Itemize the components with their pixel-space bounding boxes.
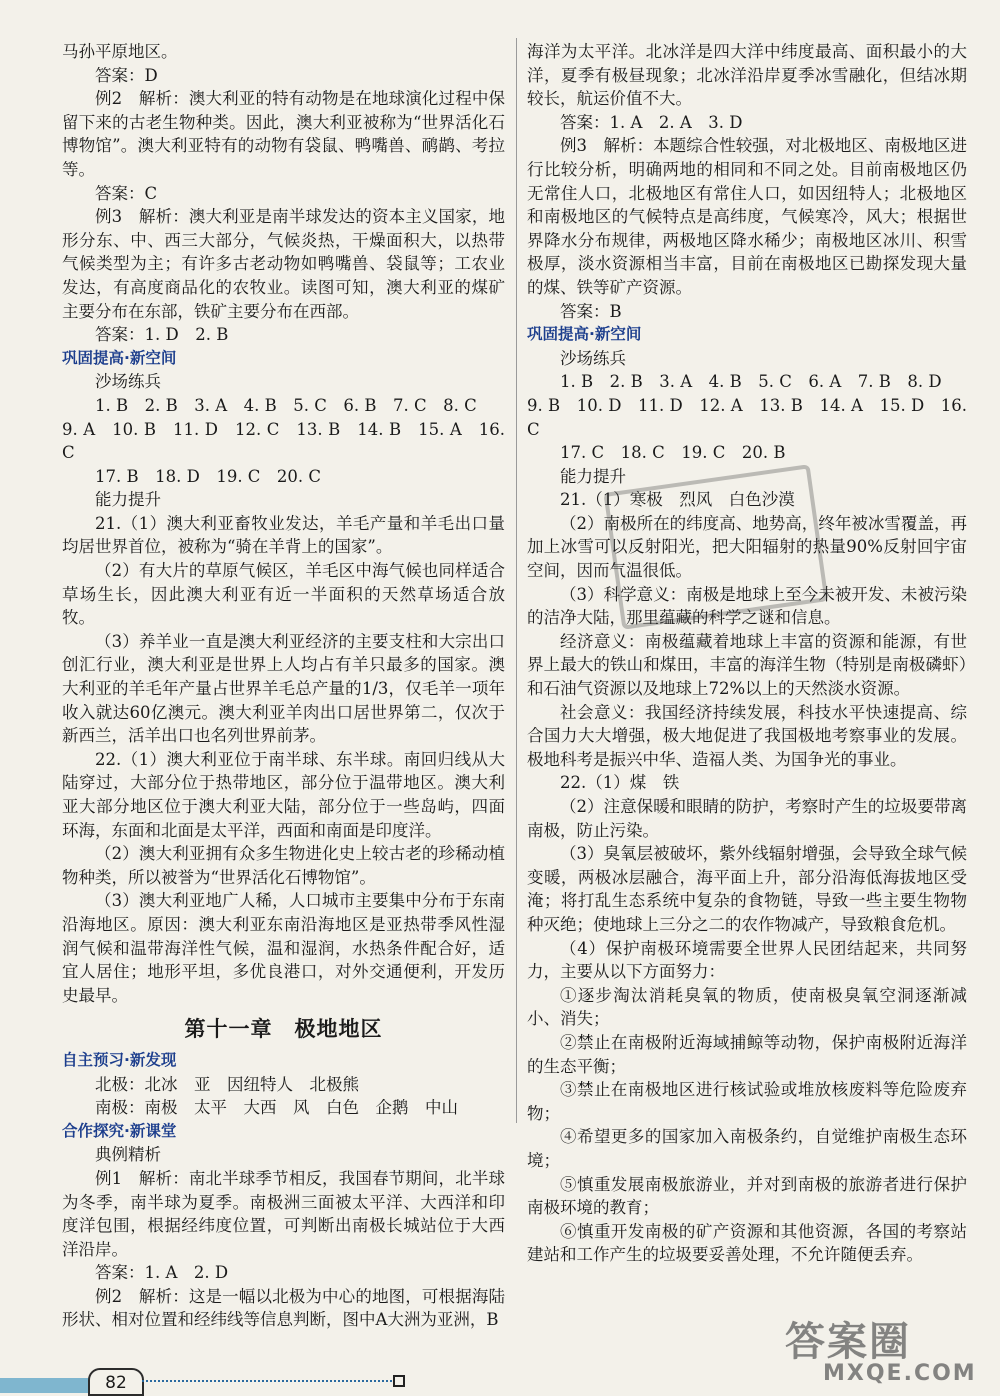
answer-row: 1. B 2. B 3. A 4. B 5. C 6. B 7. C 8. C [95, 395, 477, 415]
list-item: ②禁止在南极附近海域捕鲸等动物，保护南极附近海洋的生态平衡； [527, 1032, 967, 1076]
answer-row: 9. B 10. D 11. D 12. A 13. B 14. A 15. D 16. C [527, 395, 967, 439]
answer-paragraph: （3）臭氧层被破坏，紫外线辐射增强，会导致全球气候变暖，两极冰层融合，海平面上升，部分沿海低海拔地区受淹；将打乱生态系统中复杂的食物链，导致一些主要生物物种灭绝；使地球上三分之二的农作物减产，导致粮食危机。 [527, 844, 967, 934]
answer-line: 南极：南极 太平 大西 风 白色 企鹅 中山 [95, 1098, 458, 1118]
left-column [62, 40, 505, 1332]
chapter-number: 第十一章 [184, 1016, 273, 1042]
list-item: ⑥慎重开发南极的矿产资源和其他资源，各国的考察站建站和工作产生的垃圾要妥善处理，不允许随便丢弃。 [527, 1221, 967, 1265]
answer-paragraph: 22.（1）煤 铁 [560, 773, 680, 793]
list-item: ③禁止在南极地区进行核试验或堆放核废料等危险废弃物； [527, 1080, 967, 1123]
subsection-label: 能力提升 [95, 490, 161, 510]
answer-paragraph: （3）澳大利亚地广人稀，人口城市主要集中分布于东南沿海地区。原因：澳大利亚东南沿海地区是亚热带季风性湿润气候和温带海洋性气候，温和湿润，水热条件配合好，适宜人居住；地形平坦，多优良港口，对外交通便利，开发历史最早。 [62, 891, 505, 1005]
answer-line: 答案：1. A 2. A 3. D [560, 112, 743, 132]
chapter-heading [62, 1017, 505, 1041]
column-divider [516, 38, 517, 1123]
section-heading: 自主预习·新发现 [62, 1050, 177, 1069]
example-paragraph: 例1 解析：南北半球季节相反，我国春节期间，北半球为冬季，南半球为夏季。南极洲三面被太平洋、大西洋和印度洋包围，根据经纬度位置，可判断出南极长城站位于大西洋沿岸。 [62, 1168, 505, 1259]
answer-line: 答案：C [95, 183, 158, 203]
text-paragraph: 海洋为太平洋。北冰洋是四大洋中纬度最高、面积最小的大洋，夏季有极昼现象；北冰洋沿岸夏季冰雪融化，但结冰期较长，航运价值不大。 [527, 42, 967, 109]
answer-row: 17. B 18. D 19. C 20. C [95, 466, 322, 486]
list-item: ①逐步淘汰消耗臭氧的物质，使南极臭氧空洞逐渐减小、消失； [527, 985, 967, 1029]
example-paragraph: 例2 解析：这是一幅以北极为中心的地图，可根据海陆形状、相对位置和经纬线等信息判断，图中A大洲为亚洲，B [62, 1286, 505, 1330]
answer-row: 17. C 18. C 19. C 20. B [560, 443, 786, 463]
answer-paragraph: （3）科学意义：南极是地球上至今未被开发、未被污染的洁净大陆，那里蕴藏的科学之谜和信息。 [527, 584, 967, 628]
answer-line: 答案：1. A 2. D [95, 1263, 229, 1283]
answer-paragraph: 21.（1）澳大利亚畜牧业发达，羊毛产量和羊毛出口量均居世界首位，被称为“骑在羊背上的国家”。 [62, 513, 505, 557]
answer-paragraph: （2）南极所在的纬度高、地势高，终年被冰雪覆盖，再加上冰雪可以反射阳光，把大阳辐射的热量90%反射回宇宙空间，因而气温很低。 [527, 513, 967, 581]
footer-square-icon [393, 1375, 405, 1387]
text-line: 马孙平原地区。 [62, 42, 178, 61]
subsection-label: 沙场练兵 [95, 372, 161, 392]
watermark-main: 答案圈 [785, 1319, 911, 1365]
watermark-sub: MXQE.COM [823, 1361, 977, 1386]
answer-row: 9. A 10. B 11. D 12. C 13. B 14. B 15. A 16. C [62, 419, 505, 463]
page-number: 82 [88, 1368, 144, 1396]
answer-line: 答案：B [560, 301, 622, 321]
list-item: ⑤慎重发展南极旅游业，并对到南极的旅游者进行保护南极环境的教育； [527, 1174, 967, 1218]
answer-paragraph: 22.（1）澳大利亚位于南半球、东半球。南回归线从大陆穿过，大部分位于热带地区，部分位于温带地区。澳大利亚大部分地区位于澳大利亚大陆，部分位于一些岛屿，四面环海，东面和北面是太平洋，西面和南面是印度洋。 [62, 749, 505, 840]
watermark [785, 1310, 985, 1390]
answer-line: 答案：1. D 2. B [95, 325, 229, 345]
answer-paragraph: 21.（1）寒极 烈风 白色沙漠 [560, 490, 795, 510]
subsection-label: 沙场练兵 [560, 348, 626, 368]
subsection-label: 典例精析 [95, 1145, 161, 1165]
answer-paragraph: （4）保护南极环境需要全世界人民团结起来，共同努力，主要从以下方面努力： [527, 938, 967, 982]
ink-stamp [603, 464, 828, 630]
answer-paragraph: （3）养羊业一直是澳大利亚经济的主要支柱和大宗出口创汇行业，澳大利亚是世界上人均占有羊只最多的国家。澳大利亚的羊毛年产量占世界羊毛总产量的1/3，仅毛羊一项年收入就达60亿澳元。澳大利亚羊肉出口居世界第二，仅次于新西兰，活羊出口也名列世界前茅。 [62, 631, 505, 746]
answer-paragraph: 社会意义：我国经济持续发展，科技水平快速提高、综合国力大大增强，极大地促进了我国极地考察事业的发展。极地科考是振兴中华、造福人类、为国争光的事业。 [527, 702, 967, 769]
answer-row: 1. B 2. B 3. A 4. B 5. C 6. A 7. B 8. D [560, 372, 942, 392]
section-heading: 巩固提高·新空间 [62, 348, 177, 367]
section-heading: 合作探究·新课堂 [62, 1121, 177, 1140]
footer-dotted-line [142, 1380, 392, 1384]
chapter-title: 极地地区 [294, 1016, 383, 1042]
section-heading: 巩固提高·新空间 [527, 325, 642, 344]
answer-paragraph: 经济意义：南极蕴藏着地球上丰富的资源和能源，有世界上最大的铁山和煤田，丰富的海洋生物（特别是南极磷虾）和石油气资源以及地球上72%以上的天然淡水资源。 [527, 631, 967, 699]
answer-paragraph: （2）注意保暖和眼睛的防护，考察时产生的垃圾要带离南极，防止污染。 [527, 797, 967, 840]
subsection-label: 能力提升 [560, 466, 626, 486]
example-paragraph: 例3 解析：本题综合性较强，对北极地区、南极地区进行比较分析，明确两地的相同和不同之处。目前南极地区仍无常住人口，北极地区有常住人口，如因纽特人；北极地区和南极地区的气候特点是高纬度，气候寒冷，风大；根据世界降水分布规律，两极地区降水稀少；南极地区冰川、积雪极厚，淡水资源相当丰富，目前在南极地区已勘探发现大量的煤、铁等矿产资源。 [527, 136, 967, 297]
example-paragraph: 例2 解析：澳大利亚的特有动物是在地球演化过程中保留下来的古老生物种类。因此，澳大利亚被称为“世界活化石博物馆”。澳大利亚特有的动物有袋鼠、鸭嘴兽、鸸鹋、考拉等。 [62, 89, 505, 179]
example-paragraph: 例3 解析：澳大利亚是南半球发达的资本主义国家，地形分东、中、西三大部分，气候炎热，干燥面积大，以热带气候类型为主；有许多古老动物如鸭嘴兽、袋鼠等；工农业发达，有高度商品化的农牧业。读图可知，澳大利亚的煤矿主要分布在东部，铁矿主要分布在西部。 [62, 207, 505, 321]
answer-paragraph: （2）澳大利亚拥有众多生物进化史上较古老的珍稀动植物种类，所以被誉为“世界活化石博物馆”。 [62, 844, 505, 887]
answer-line: 答案：D [95, 65, 158, 85]
right-column [527, 40, 967, 1267]
answer-line: 北极：北冰 亚 因纽特人 北极熊 [95, 1074, 359, 1094]
answer-paragraph: （2）有大片的草原气候区，羊毛区中海气候也同样适合草场生长，因此澳大利亚有近一半面积的天然草场适合放牧。 [62, 561, 505, 628]
footer-bar [0, 1378, 92, 1393]
list-item: ④希望更多的国家加入南极条约，自觉维护南极生态环境； [527, 1127, 967, 1170]
